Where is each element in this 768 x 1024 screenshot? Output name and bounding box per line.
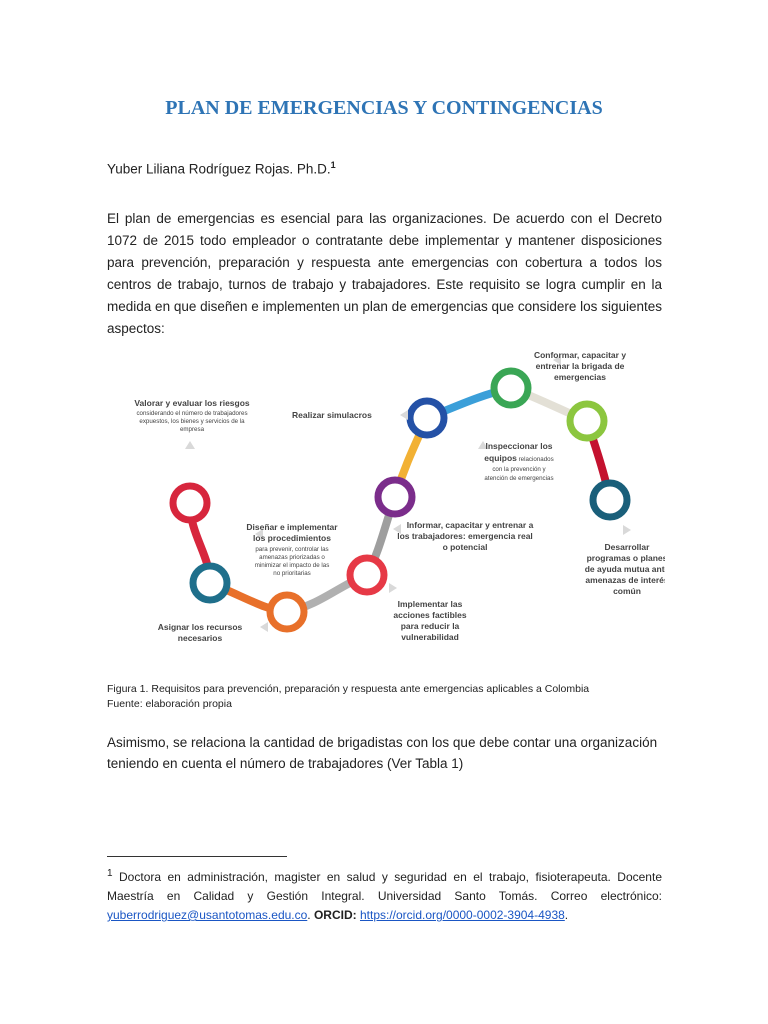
- step-8-title-line-1: Inspeccionar los: [485, 441, 553, 451]
- figure-1: [105, 335, 665, 655]
- step-8-detail-line-1: con la prevención y: [492, 466, 546, 473]
- step-9-line-5: común: [613, 586, 641, 596]
- step-5-line-2: los trabajadores: emergencia real: [397, 531, 533, 541]
- footnote-separator: [107, 856, 287, 857]
- caption-line: [107, 682, 589, 697]
- author-line: [107, 160, 336, 177]
- step-4-line-2: acciones factibles: [393, 610, 467, 620]
- process-diagram: [105, 335, 665, 655]
- document-title: PLAN DE EMERGENCIAS Y CONTINGENCIAS: [165, 97, 603, 119]
- step-node-4: [350, 558, 384, 592]
- step-1-detail-line-2: expuestos, los bienes y servicios de la: [139, 418, 245, 425]
- step-4-line-1: Implementar las: [397, 599, 463, 609]
- step-7-line-1: Conformar, capacitar y: [533, 350, 627, 360]
- author-footnote-mark: 1: [330, 160, 336, 170]
- step-1-detail-line-1: considerando el número de trabajadores: [136, 410, 248, 417]
- orcid-link[interactable]: https://orcid.org/0000-0002-3904-4938: [359, 908, 565, 922]
- step-label-2: [158, 622, 243, 643]
- step-node-8: [570, 404, 604, 438]
- step-9-line-1: Desarrollar: [604, 542, 650, 552]
- step-1-title: Valorar y evaluar los riesgos: [134, 398, 250, 408]
- figure-caption: [107, 682, 589, 712]
- step-node-6: [410, 401, 444, 435]
- step-node-5: [378, 480, 412, 514]
- footnote-mark: 1: [107, 868, 113, 879]
- step-2-line-1: Asignar los recursos: [157, 622, 243, 632]
- caption-label: Figura 1: [107, 683, 146, 695]
- step-label-7: [534, 350, 626, 382]
- step-2-line-2: necesarios: [177, 633, 223, 643]
- caption-text: . Requisitos para prevención, preparación y respuesta ante emergencias aplicables a Colombia: [145, 683, 590, 695]
- step-9-line-3: de ayuda mutua ante: [584, 564, 665, 574]
- author-name: Yuber Liliana Rodríguez Rojas. Ph.D.: [107, 161, 331, 177]
- step-node-1: [173, 486, 207, 520]
- step-label-3: [246, 522, 338, 577]
- step-label-4: [393, 599, 467, 642]
- step-label-1: [134, 398, 250, 433]
- second-paragraph: Asimismo, se relaciona la cantidad de brigadistas con los que debe contar una organización teniendo en cuenta el número de trabajadores (Ver Tabla 1): [107, 735, 658, 771]
- step-3-detail-line-4: no prioritarias: [273, 570, 311, 577]
- step-3-detail-line-2: amenazas priorizadas o: [259, 554, 325, 561]
- step-3-detail-line-1: para prevenir, controlar las: [255, 546, 329, 553]
- intro-paragraph: El plan de emergencias es esencial para las organizaciones. De acuerdo con el Decreto 1072 de 2015 todo empleador o contratante debe implementar y mantener disposiciones para prevención, preparación y respuesta ante emergencias con cobertura a todos los centros de trabajo, turnos de trabajo y trabajadores. Este requisito se logra cumplir en la medida en que diseñen e implementen un plan de emergencias que considere los siguientes aspectos:: [107, 211, 662, 336]
- step-label-5: [397, 520, 533, 552]
- footnote-text: Doctora en administración, magister en salud y seguridad en el trabajo, fisioterapeuta. Docente Maestría en Calidad y Gestión Integral. Universidad Santo Tomás. Correo electrónico:: [107, 870, 662, 903]
- step-3-detail-line-3: minimizar el impacto de las: [254, 562, 330, 569]
- step-label-6: Realizar simulacros: [292, 410, 372, 420]
- step-node-7: [494, 371, 528, 405]
- step-label-9: [585, 542, 665, 596]
- footnote: $^1$ Doctora en administración, magister en salud y seguridad en el trabajo, fisioterapeuta. Docente Maestría en Calidad y Gestión Integral. Universidad Santo Tomás. Correo electrónico: yuberrodriguez@usantotomas.edu.co. ORCID: https://orcid.org/0000-0002-3904-4938.: [107, 868, 662, 922]
- step-9-line-4: amenazas de interés: [585, 575, 665, 585]
- step-3-title-line-2: los procedimientos: [253, 533, 331, 543]
- step-8-detail-line-2: atención de emergencias: [484, 475, 554, 482]
- step-5-line-3: o potencial: [442, 542, 488, 552]
- footnote-email-link[interactable]: yuberrodriguez@usantotomas.edu.co: [107, 908, 308, 922]
- step-7-line-2: entrenar la brigada de: [535, 361, 625, 371]
- step-7-line-3: emergencias: [554, 372, 606, 382]
- orcid-label: ORCID:: [313, 908, 357, 922]
- step-8-title-line-2: equipos relacionados: [484, 453, 554, 463]
- step-3-title-line-1: Diseñar e implementar: [246, 522, 338, 532]
- step-node-9: [593, 483, 627, 517]
- step-9-line-2: programas o planes: [586, 553, 665, 563]
- step-node-3: [270, 595, 304, 629]
- step-4-line-3: para reducir la: [400, 621, 460, 631]
- step-1-detail-line-3: empresa: [179, 426, 205, 433]
- caption-source: Fuente: elaboración propia: [107, 698, 232, 710]
- step-4-line-4: vulnerabilidad: [401, 632, 459, 642]
- step-5-line-1: Informar, capacitar y entrenar a: [406, 520, 534, 530]
- step-node-2: [193, 566, 227, 600]
- step-label-8: [484, 441, 553, 482]
